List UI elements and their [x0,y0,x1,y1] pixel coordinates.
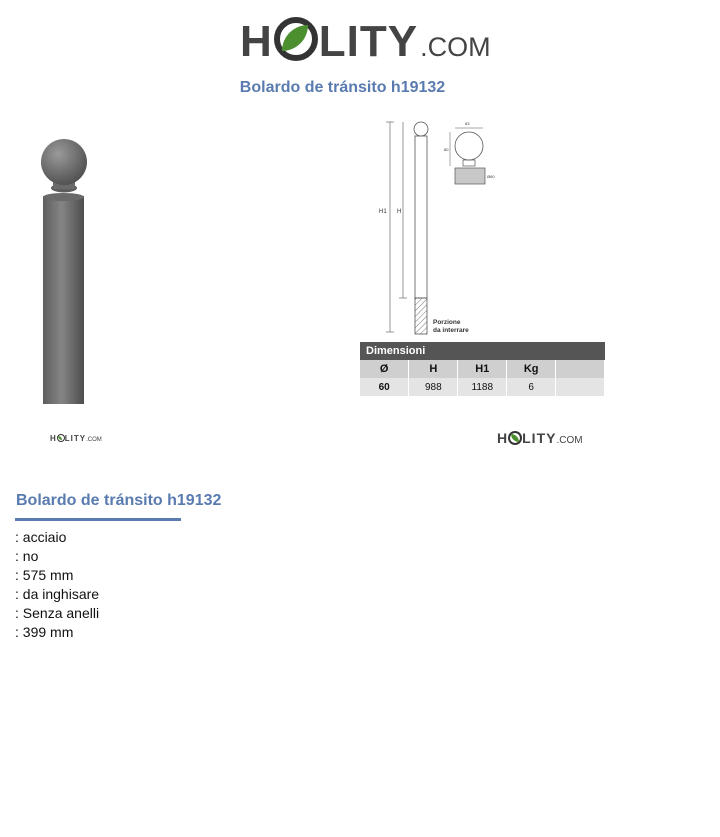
label-bury-1: Porzione [433,319,461,326]
spec-item: : da inghisare [15,586,100,602]
holity-logo[interactable] [240,12,491,68]
table-cell: 6 [507,378,556,396]
logo-letter-h: H [240,17,273,66]
column-header: H1 [458,360,507,378]
column-header: Kg [507,360,556,378]
logo-domain: .COM [420,32,491,62]
label-bury-2: da interrare [433,327,469,334]
product-title: Bolardo de tránsito h19132 [16,492,222,509]
logo-domain: .COM [556,435,583,446]
holity-logo-small [50,433,102,443]
title-underline [15,518,181,521]
table-cell: 1188 [458,378,507,396]
table-cell [556,378,605,396]
table-cell: 60 [360,378,409,396]
logo-letters-lity: LITY [522,430,557,446]
holity-logo-small [497,429,583,446]
spec-item: : no [15,548,39,564]
label-ball-width: 63 [465,121,470,126]
dimensions-table [360,342,605,396]
label-ball-height: 80 [444,147,449,152]
spec-item: : 575 mm [15,567,74,583]
spec-list [15,528,99,642]
spec-item: : 399 mm [15,624,74,640]
column-header: Ø [360,360,409,378]
spec-item: : Senza anelli [15,605,100,621]
label-h1: H1 [379,209,387,215]
column-header: H [409,360,458,378]
logo-letters-lity: LITY [64,434,87,443]
technical-drawing [370,118,505,340]
label-base-diameter: Ø60 [487,174,495,179]
logo-letter-h: H [50,434,57,443]
label-h: H [397,209,402,215]
logo-domain: .COM [86,437,102,443]
logo-letters-lity: LITY [318,17,419,66]
spec-item: : acciaio [15,529,67,545]
logo-leaf-icon [508,431,522,445]
table-cell: 988 [409,378,458,396]
logo-leaf-icon [57,434,65,442]
column-header [556,360,605,378]
dimensions-title: Dimensioni [360,342,605,360]
logo-letter-h: H [497,430,509,446]
bollard-product-image [36,136,96,408]
page-title: Bolardo de tránsito h19132 [239,79,446,96]
logo-leaf-icon [274,17,318,61]
